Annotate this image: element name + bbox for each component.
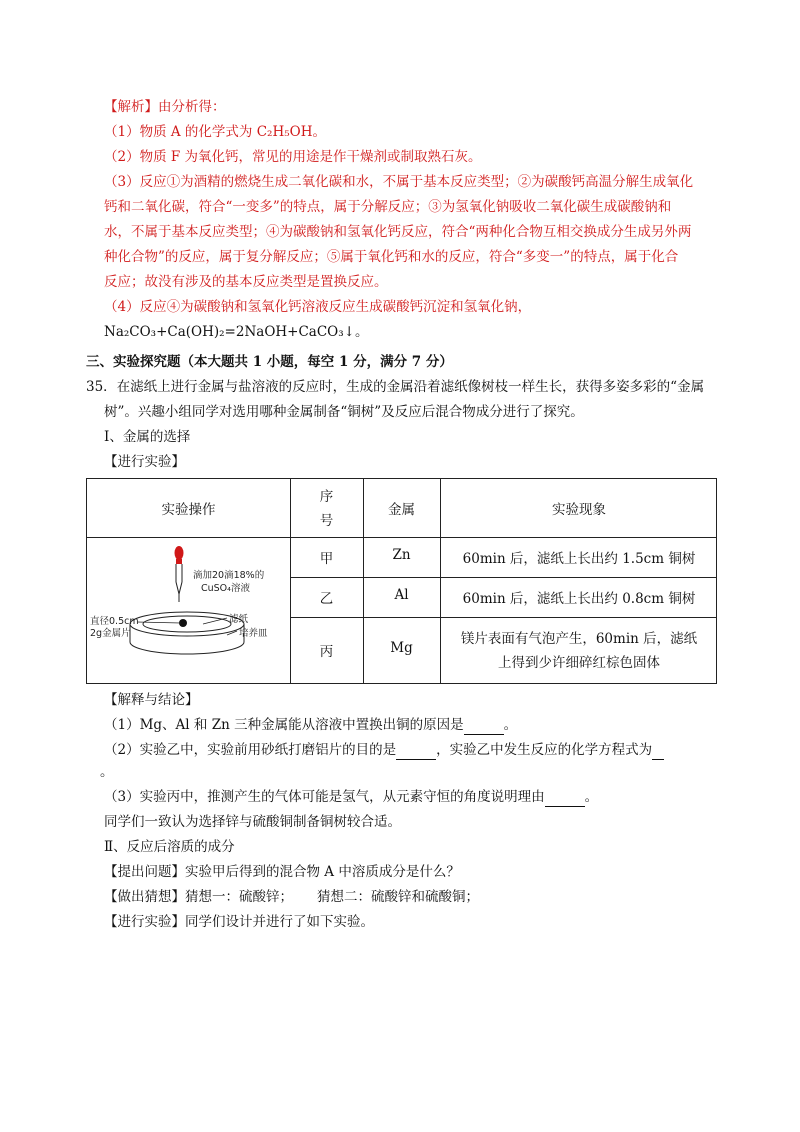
section-3-heading: 三、实验探究题（本大题共 1 小题，每空 1 分，满分 7 分）	[86, 354, 453, 370]
analysis-intro	[104, 97, 226, 117]
table-row-3-metal: Mg	[390, 640, 413, 656]
question-intro-text-1: 在滤纸上进行金属与盐溶液的反应时，生成的金属沿着滤纸像树枝一样生长，获得多姿多彩的“金属	[116, 379, 705, 395]
analysis-intro-text: 由分析得：	[158, 99, 226, 115]
analysis-item-1	[104, 122, 326, 142]
experiment-2-line: 【进行实验】同学们设计并进行了如下实验。	[104, 914, 374, 930]
table-header-metal: 金属	[388, 502, 415, 518]
table-row-3-phenomenon-line-1: 镁片表面有气泡产生，60min 后，滤纸	[460, 631, 698, 647]
part-2-title: Ⅱ、反应后溶质的成分	[104, 839, 235, 855]
guess-2: 猜想二：硫酸锌和硫酸铜；	[317, 889, 479, 905]
question-number: 35．	[86, 379, 117, 395]
answer-blank[interactable]	[464, 720, 504, 735]
analysis-item-3-line-3: 水，不属于基本反应类型；④为碳酸钠和氢氧化钙反应，符合“两种化合物互相交换成分生成另外两	[104, 224, 692, 240]
table-header-seq-top: 序	[319, 489, 334, 505]
explain-item-3-end: 。	[584, 789, 599, 805]
explain-item-3-text: （3）实验丙中，推测产生的气体可能是氢气，从元素守恒的角度说明理由	[104, 789, 545, 805]
table-header-seq-bottom: 号	[319, 513, 334, 529]
question-35-intro-line-2: 树”。兴趣小组同学对选用哪种金属制备“铜树”及反应后混合物成分进行了探究。	[104, 404, 584, 420]
analysis-item-3-line-4: 种化合物”的反应，属于复分解反应；⑤属于氧化钙和水的反应，符合“多变一”的特点，属于化合	[104, 249, 679, 265]
filter-paper-label: 滤纸	[229, 614, 249, 625]
analysis-item-3-line-2: 钙和二氧化碳，符合“一变多”的特点，属于分解反应；③为氢氧化钠吸收二氧化碳生成碳酸钠和	[104, 199, 672, 215]
table-row-2-seq: 乙	[319, 591, 334, 607]
explain-item-2-end: 。	[100, 764, 114, 780]
explain-item-3	[104, 787, 598, 807]
explain-item-1-end: 。	[503, 717, 518, 733]
analysis-item-3-line-5: 反应；故没有涉及的基本反应类型是置换反应。	[104, 274, 388, 290]
analysis-item-1-suffix: 。	[312, 124, 326, 140]
metal-size-label-1: 直径0.5cm	[90, 616, 139, 627]
drop-label-2: CuSO₄溶液	[201, 583, 250, 594]
analysis-item-1-prefix: （1）物质 A 的化学式为	[104, 124, 257, 140]
analysis-item-3-line-1: （3）反应①为酒精的燃烧生成二氧化碳和水，不属于基本反应类型；②为碳酸钙高温分解生成氧化	[104, 174, 694, 190]
dropper-icon	[175, 546, 184, 602]
table-row-3-seq: 丙	[319, 644, 334, 660]
drop-label-1: 滴加20滴18%的	[193, 570, 265, 581]
analysis-tag: 【解析】	[104, 99, 158, 115]
apparatus-diagram	[87, 538, 290, 684]
experiment-tag: 【进行实验】	[104, 454, 185, 470]
table-divider	[290, 577, 716, 578]
question-35-intro-line-1	[86, 377, 704, 397]
explain-tag: 【解释与结论】	[104, 692, 199, 708]
conclusion-text: 同学们一致认为选择锌与硫酸铜制备铜树较合适。	[104, 814, 401, 830]
explain-item-1-text: （1）Mg、Al 和 Zn 三种金属能从溶液中置换出铜的原因是	[104, 717, 464, 733]
table-divider	[290, 617, 716, 618]
explain-item-2	[104, 740, 664, 760]
explain-item-2-mid: ，实验乙中发生反应的化学方程式为	[436, 742, 653, 758]
experiment-table	[86, 478, 717, 684]
answer-blank[interactable]	[652, 745, 664, 760]
table-row-1-seq: 甲	[319, 551, 334, 567]
reaction-equation: Na₂CO₃+Ca(OH)₂=2NaOH+CaCO₃↓。	[104, 324, 369, 340]
analysis-item-2: （2）物质 F 为氧化钙，常见的用途是作干燥剂或制取熟石灰。	[104, 149, 482, 165]
table-header-operation: 实验操作	[161, 502, 216, 518]
analysis-item-1-formula: C₂H₅OH	[256, 124, 313, 140]
answer-blank[interactable]	[545, 792, 585, 807]
explain-item-2-text: （2）实验乙中，实验前用砂纸打磨铝片的目的是	[104, 742, 397, 758]
guess-line	[104, 887, 479, 907]
table-row-3-phenomenon-line-2: 上得到少许细碎红棕色固体	[498, 655, 660, 671]
guess-tag: 【做出猜想】	[104, 889, 185, 905]
question-line: 【提出问题】实验甲后得到的混合物 A 中溶质成分是什么？	[104, 864, 460, 880]
table-row-2-metal: Al	[394, 587, 409, 603]
table-row-1-phenomenon: 60min 后，滤纸上长出约 1.5cm 铜树	[462, 551, 696, 567]
table-row-1-metal: Zn	[392, 547, 411, 563]
answer-blank[interactable]	[396, 745, 436, 760]
table-header-phenomenon: 实验现象	[552, 502, 606, 518]
metal-size-label-2: 2g金属片	[90, 628, 131, 639]
guess-1: 猜想一：硫酸锌；	[185, 889, 293, 905]
part-1-title: Ⅰ、金属的选择	[104, 429, 191, 445]
explain-item-1	[104, 715, 517, 735]
analysis-item-4: （4）反应④为碳酸钠和氢氧化钙溶液反应生成碳酸钙沉淀和氢氧化钠，	[104, 299, 532, 315]
table-row-2-phenomenon: 60min 后，滤纸上长出约 0.8cm 铜树	[462, 591, 696, 607]
petri-dish-label: 培养皿	[239, 628, 268, 639]
